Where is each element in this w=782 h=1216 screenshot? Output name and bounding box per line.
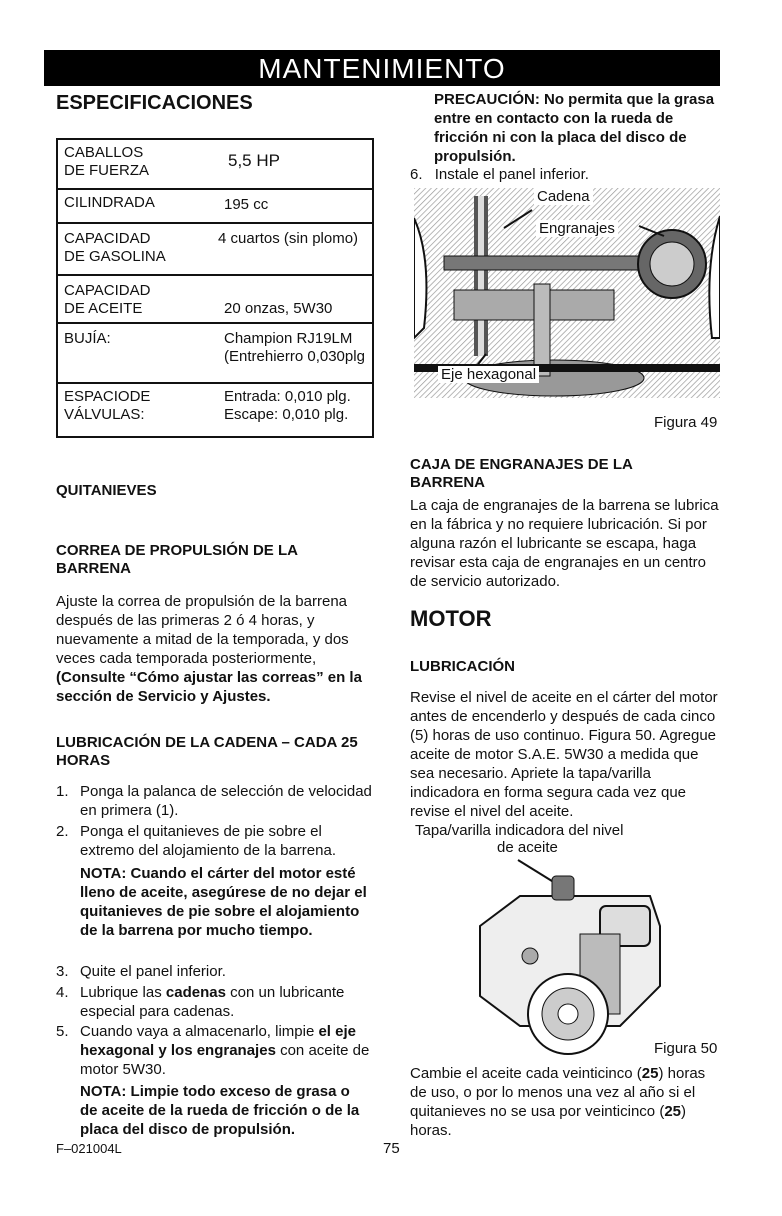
nota-limpie: NOTA: Limpie todo exceso de grasa o de aceite de la rueda de fricción o de la placa del disco de propulsión. (80, 1083, 360, 1138)
spec-value: 20 onzas, 5W30 (224, 300, 333, 317)
list-item (56, 983, 386, 1023)
spec-value: Champion RJ19LM (Entrehierro 0,030plg (224, 330, 365, 365)
list-number: 1. (56, 783, 69, 800)
list-number: 3. (56, 963, 69, 980)
label-engranajes: Engranajes (536, 220, 618, 237)
list-text: Cuando vaya a almacenarlo, limpie el eje hexagonal y los engranajes con aceite de motor 5W30. (80, 1023, 370, 1078)
spec-label: CAPACIDAD DE GASOLINA (64, 230, 166, 265)
list-text: Ponga el quitanieves de pie sobre el extremo del alojamiento de la barrena. (80, 823, 336, 859)
precaucion-text: PRECAUCIÓN: No permita que la grasa entre en contacto con la rueda de fricción ni con la placa del disco de propulsión. (434, 91, 715, 165)
motor-heading: MOTOR (410, 606, 492, 631)
figure-50-caption: Figura 50 (654, 1040, 718, 1057)
list-item (56, 782, 386, 822)
spec-label: BUJÍA: (64, 330, 111, 347)
spec-label: CILINDRADA (64, 194, 155, 211)
correa-text: Ajuste la correa de propulsión de la barrena después de las primeras 2 ó 4 horas, y nuevamente a mitad de la temporada, y dos veces cada temporada posteriormente, (56, 593, 349, 667)
figure-49-caption: Figura 49 (654, 414, 718, 431)
list-number: 5. (56, 1023, 69, 1040)
nota-carter: NOTA: Cuando el cárter del motor esté lleno de aceite, asegúrese de no dejar el quitanieves de pie sobre el alojamiento de la barrena por mucho tiempo. (80, 865, 367, 939)
specs-title: ESPECIFICACIONES (56, 92, 253, 114)
spec-value: 4 cuartos (sin plomo) (218, 230, 359, 247)
label-cadena: Cadena (534, 188, 593, 205)
spec-label: CAPACIDAD DE ACEITE (64, 282, 151, 317)
spec-row (58, 140, 372, 190)
list-text: Ponga la palanca de selección de velocidad en primera (1). (80, 783, 372, 819)
list-item (56, 962, 386, 982)
caja-heading: CAJA DE ENGRANAJES DE LA BARRENA (410, 456, 633, 491)
section-banner: MANTENIMIENTO (44, 50, 720, 86)
spec-value: Entrada: 0,010 plg. Escape: 0,010 plg. (224, 388, 351, 423)
spec-row (58, 276, 372, 324)
figure-49 (414, 188, 720, 431)
spec-row (58, 324, 372, 384)
list-text: Lubrique las cadenas con un lubricante especial para cadenas. (80, 984, 345, 1020)
specs-table (56, 138, 374, 438)
figure-50 (460, 856, 680, 1056)
spec-row (58, 190, 372, 224)
spec-value: 195 cc (224, 196, 269, 213)
list-text: Quite el panel inferior. (80, 963, 226, 980)
caja-text: La caja de engranajes de la barrena se lubrica en la fábrica y no requiere lubricación. Si por alguna razón el lubricante se escapa, haga revisar esta caja de engranajes en un centro de servicio autorizado. (410, 497, 719, 590)
list-text: Instale el panel inferior. (434, 166, 589, 183)
figure-50-label-line1: Tapa/varilla indicadora del nivel (415, 822, 624, 839)
list-item (56, 1022, 386, 1078)
spec-label: ESPACIODE VÁLVULAS: (64, 388, 151, 423)
lub-cadena-heading: LUBRICACIÓN DE LA CADENA – CADA 25 HORAS (56, 734, 358, 769)
step-6 (410, 166, 589, 183)
cambie-paragraph: Cambie el aceite cada veinticinco (25) horas de uso, o por lo menos una vez al año si el quitanieves no se usa por veinticinco (25) horas. (410, 1065, 706, 1139)
spec-row (58, 224, 372, 276)
list-number: 6. (410, 166, 423, 183)
correa-bold-text: (Consulte “Cómo ajustar las correas” en la sección de Servicio y Ajustes. (56, 669, 362, 705)
spec-value: 5,5 HP (228, 151, 280, 170)
lubricacion-heading: LUBRICACIÓN (410, 658, 515, 675)
list-number: 4. (56, 984, 69, 1001)
figure-50-label (415, 822, 623, 856)
page-number: 75 (383, 1140, 400, 1157)
document-code: F–021004L (56, 1141, 122, 1156)
list-number: 2. (56, 823, 69, 840)
correa-paragraph (56, 592, 364, 706)
figure-50-label-line2: de aceite (497, 839, 558, 856)
engine-illustration (460, 856, 680, 1056)
lubricacion-text: Revise el nivel de aceite en el cárter del motor antes de encenderlo y después de cada cinco (5) horas de uso continuo. Figura 50. Agregue aceite de motor S.A.E. 5W30 a medida que sea necesario. Apriete la tapa/varilla indicadora en forma segura cada vez que revise el nivel del aceite. (410, 689, 718, 820)
spec-label: CABALLOS DE FUERZA (64, 144, 150, 179)
spec-row (58, 384, 372, 436)
list-item (56, 822, 386, 862)
correa-heading: CORREA DE PROPULSIÓN DE LA BARRENA (56, 542, 298, 577)
label-eje-hexagonal: Eje hexagonal (438, 366, 539, 383)
quitanieves-heading: QUITANIEVES (56, 482, 157, 499)
